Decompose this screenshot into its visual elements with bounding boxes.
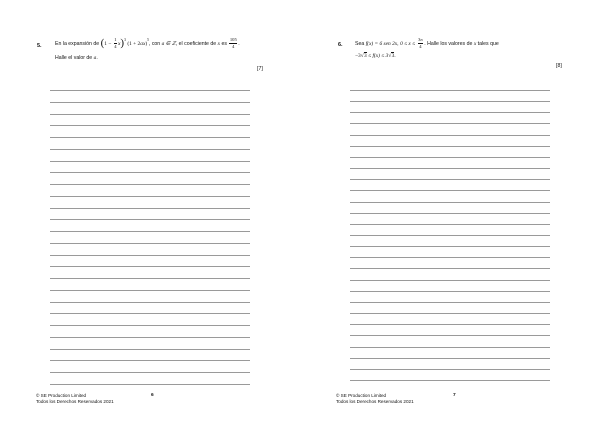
q6-end-text: tales que	[477, 40, 499, 47]
q6-sqrt-upper: √3	[388, 53, 395, 59]
answer-line	[50, 102, 250, 103]
question-6-line-2	[355, 54, 396, 59]
answer-line	[350, 324, 550, 325]
question-5-line-1: En la expansión de (1 − $\frac{1}{4}$ x)$^3$ $(1 + 2ax)^5$, con a ∈ ℤ, el coeficiente de x es $\frac{105}{4}$ .	[55, 37, 240, 50]
answer-line	[50, 372, 250, 373]
answer-line	[50, 337, 250, 338]
footer-copyright: © SE Production Limited	[336, 393, 387, 398]
answer-line	[50, 290, 250, 291]
answer-line	[50, 243, 250, 244]
footer-right	[336, 393, 414, 405]
answer-line	[50, 325, 250, 326]
answer-line	[50, 349, 250, 350]
question-6-number: 6.	[338, 42, 343, 48]
answer-line	[350, 202, 550, 203]
q5-es-text: es	[221, 40, 227, 47]
answer-lines-right	[350, 90, 550, 380]
q6-lower-bound: −3	[355, 53, 361, 59]
q5-line2-variable: a	[93, 55, 97, 61]
answer-line	[350, 146, 550, 147]
answer-line	[50, 172, 250, 173]
answer-line	[350, 235, 550, 236]
question-5-number: 5.	[37, 43, 42, 49]
answer-line	[350, 213, 550, 214]
answer-line	[350, 347, 550, 348]
answer-line	[350, 291, 550, 292]
q6-line2-end: .	[394, 53, 396, 59]
answer-line	[50, 208, 250, 209]
q5-line2-text: Halle el valor de	[55, 55, 93, 61]
question-5-marks: [7]	[257, 66, 263, 72]
q6-variable: x	[473, 40, 477, 47]
question-6-marks: [8]	[556, 63, 562, 69]
question-6-line-1: Sea f(x) = 6 sen 2x, 0 ≤ x ≤ $\frac{3\pi}{4}$ . Halle los valores de x tales que	[355, 37, 499, 49]
q6-function: f(x) = 6 sen 2x	[365, 40, 398, 47]
footer-left	[36, 393, 114, 405]
answer-line	[50, 149, 250, 150]
answer-line	[50, 384, 250, 385]
answer-line	[350, 123, 550, 124]
answer-line	[350, 358, 550, 359]
answer-line	[50, 266, 250, 267]
answer-line	[350, 257, 550, 258]
answer-line	[50, 90, 250, 91]
answer-line	[50, 196, 250, 197]
answer-line	[350, 380, 550, 381]
answer-line	[350, 313, 550, 314]
page-number-7: 7	[453, 393, 456, 398]
answer-line	[350, 168, 550, 169]
answer-line	[350, 157, 550, 158]
answer-line	[350, 190, 550, 191]
q6-domain: 0 ≤ x ≤	[400, 40, 416, 47]
answer-line	[50, 114, 250, 115]
answer-line	[350, 268, 550, 269]
answer-line	[350, 335, 550, 336]
question-5-line-2: Halle el valor de a.	[55, 55, 98, 61]
q6-rest-text: . Halle los valores de	[424, 40, 473, 47]
q6-inequality: ≤ f(x) ≤ 3	[368, 53, 389, 59]
q5-mid-text: , con	[148, 40, 161, 47]
q5-fraction-one-quarter: $\frac{1}{4}$	[114, 37, 117, 49]
answer-line	[50, 161, 250, 162]
q5-intro-text: En la expansión de	[55, 40, 100, 47]
answer-line	[350, 246, 550, 247]
answer-line	[350, 224, 550, 225]
right-page	[300, 0, 600, 424]
q5-right-paren: )	[120, 37, 125, 50]
answer-line	[50, 302, 250, 303]
q6-sqrt-lower: √3	[360, 53, 367, 59]
answer-line	[50, 125, 250, 126]
q5-set-condition: a ∈ ℤ	[161, 40, 176, 47]
q5-left-paren: (	[100, 37, 105, 50]
answer-line	[350, 369, 550, 370]
q5-variable: x	[217, 40, 220, 47]
answer-line	[350, 112, 550, 113]
footer-copyright: © SE Production Limited	[36, 393, 87, 398]
answer-line	[350, 179, 550, 180]
answer-line	[350, 101, 550, 102]
answer-line	[50, 219, 250, 220]
answer-line	[350, 302, 550, 303]
answer-line	[50, 313, 250, 314]
q6-intro-text: Sea	[355, 40, 365, 47]
answer-line	[50, 278, 250, 279]
answer-line	[350, 135, 550, 136]
answer-line	[50, 360, 250, 361]
q6-domain-fraction: $\frac{3\pi}{4}$	[418, 37, 423, 49]
q5-coef-text: , el coeficiente de	[175, 40, 217, 47]
footer-rights: Todos los Derechos Reservados 2021	[336, 399, 414, 405]
answer-line	[50, 255, 250, 256]
footer-rights: Todos los Derechos Reservados 2021	[36, 399, 114, 405]
answer-line	[50, 231, 250, 232]
answer-line	[350, 280, 550, 281]
answer-line	[50, 137, 250, 138]
q5-answer-fraction: $\frac{105}{4}$	[229, 37, 237, 49]
answer-line	[50, 184, 250, 185]
answer-line	[350, 90, 550, 91]
page-number-6: 6	[151, 393, 154, 398]
answer-lines-left	[50, 90, 250, 384]
